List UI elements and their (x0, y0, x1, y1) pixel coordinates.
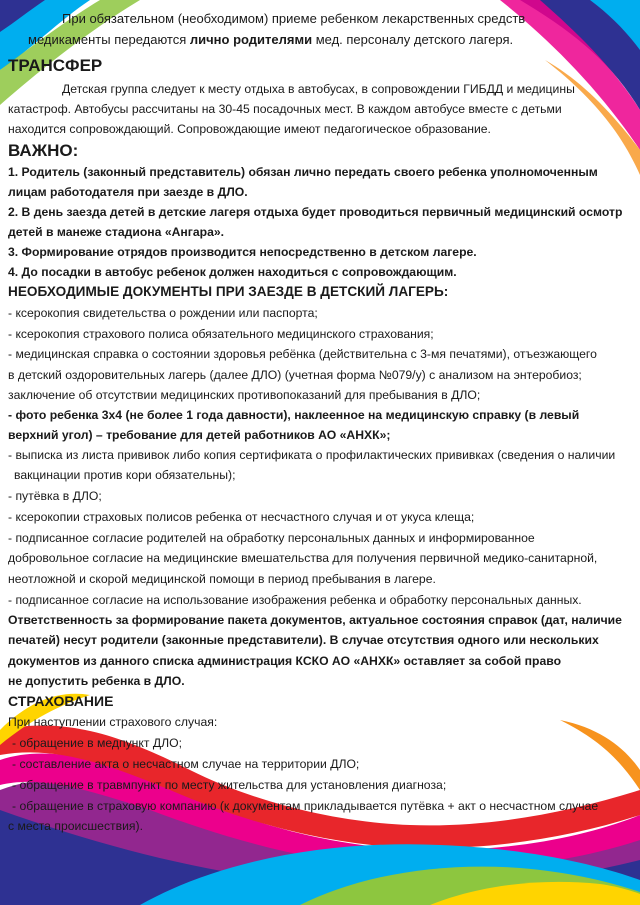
doc-8c: неотложной и скорой медицинской помощи в период пребывания в лагере. (8, 572, 436, 586)
important-3: 3. Формирование отрядов производится непосредственно в детском лагере. (8, 245, 477, 259)
doc-3b: в детский оздоровительных лагерь (далее ДЛО) (учетная форма №079/у) с анализом на энтеробиоз; (8, 368, 582, 382)
heading-transfer: ТРАНСФЕР (8, 56, 103, 75)
insurance-2: - составление акта о несчастном случае на территории ДЛО; (12, 757, 360, 771)
doc-4b: верхний угол) – требование для детей работников АО «АНХК»; (8, 428, 391, 442)
heading-documents: НЕОБХОДИМЫЕ ДОКУМЕНТЫ ПРИ ЗАЕЗДЕ В ДЕТСКИЙ ЛАГЕРЬ: (8, 284, 449, 299)
doc-6: - путёвка в ДЛО; (8, 489, 102, 503)
intro-line-2a: медикаменты передаются (28, 32, 190, 47)
intro-emphasis: лично родителями (189, 32, 313, 47)
insurance-3: - обращение в травмпункт по месту жительства для установления диагноза; (12, 778, 447, 792)
insurance-intro: При наступлении страхового случая: (8, 715, 218, 729)
insurance-1: - обращение в медпункт ДЛО; (12, 736, 182, 750)
intro-line-2c: мед. персоналу детского лагеря. (312, 32, 514, 47)
doc-8b: добровольное согласие на медицинские вмешательства для получения первичной медико-санитарной, (8, 551, 598, 565)
doc-3a: - медицинская справка о состоянии здоровья ребёнка (действительна с 3-мя печатями), отъезжающего (8, 347, 597, 361)
responsibility-4: не допустить ребенка в ДЛО. (8, 674, 185, 688)
doc-5b: вакцинации против кори обязательны); (14, 468, 236, 482)
doc-8a: - подписанное согласие родителей на обработку персональных данных и информированное (8, 531, 535, 545)
responsibility-2: печатей) несут родители (законные представители). В случае отсутствия одного или нескольких (8, 633, 599, 647)
transfer-line-1: Детская группа следует к месту отдыха в автобусах, в сопровождении ГИБДД и медицины (62, 82, 575, 96)
insurance-4a: - обращение в страховую компанию (к документам прикладывается путёвка + акт о несчастном случае (12, 799, 599, 813)
important-2b: детей в манеже стадиона «Ангара». (8, 225, 225, 239)
responsibility-3: документов из данного списка администрация КСКО АО «АНХК» оставляет за собой право (8, 654, 562, 668)
intro-line-1: При обязательном (необходимом) приеме ребенком лекарственных средств (62, 11, 526, 26)
doc-7: - ксерокопии страховых полисов ребенка от несчастного случая и от укуса клеща; (8, 510, 475, 524)
insurance-4b: с места происшествия). (8, 819, 143, 833)
doc-4a: - фото ребенка 3х4 (не более 1 года давности), наклеенное на медицинскую справку (в левый (8, 408, 580, 422)
doc-9: - подписанное согласие на использование изображения ребенка и обработку персональных данных. (8, 593, 582, 607)
important-1a: 1. Родитель (законный представитель) обязан лично передать своего ребенка уполномоченным (8, 165, 598, 179)
doc-3c: заключение об отсутствии медицинских противопоказаний для пребывания в ДЛО; (8, 388, 481, 402)
responsibility-1: Ответственность за формирование пакета документов, актуальное состояния справок (дат, наличие (8, 613, 622, 627)
important-4: 4. До посадки в автобус ребенок должен находиться с сопровождающим. (8, 265, 457, 279)
doc-2: - ксерокопия страхового полиса обязательного медицинского страхования; (8, 327, 434, 341)
important-1b: лицам работодателя при заезде в ДЛО. (8, 185, 248, 199)
heading-important: ВАЖНО: (8, 141, 79, 160)
transfer-line-2: катастроф. Автобусы рассчитаны на 30-45 посадочных мест. В каждом автобусе вместе с детьми (8, 102, 562, 116)
doc-1: - ксерокопия свидетельства о рождении или паспорта; (8, 306, 318, 320)
intro-line-2 (28, 31, 513, 49)
transfer-line-3: находится сопровождающий. Сопровождающие имеют педагогическое образование. (8, 122, 491, 136)
heading-insurance: СТРАХОВАНИЕ (8, 693, 114, 709)
doc-5a: - выписка из листа прививок либо копия сертификата о профилактических прививках (сведения о наличии (8, 448, 616, 462)
important-2a: 2. В день заезда детей в детские лагеря отдыха будет проводиться первичный медицинский осмотр (8, 205, 623, 219)
